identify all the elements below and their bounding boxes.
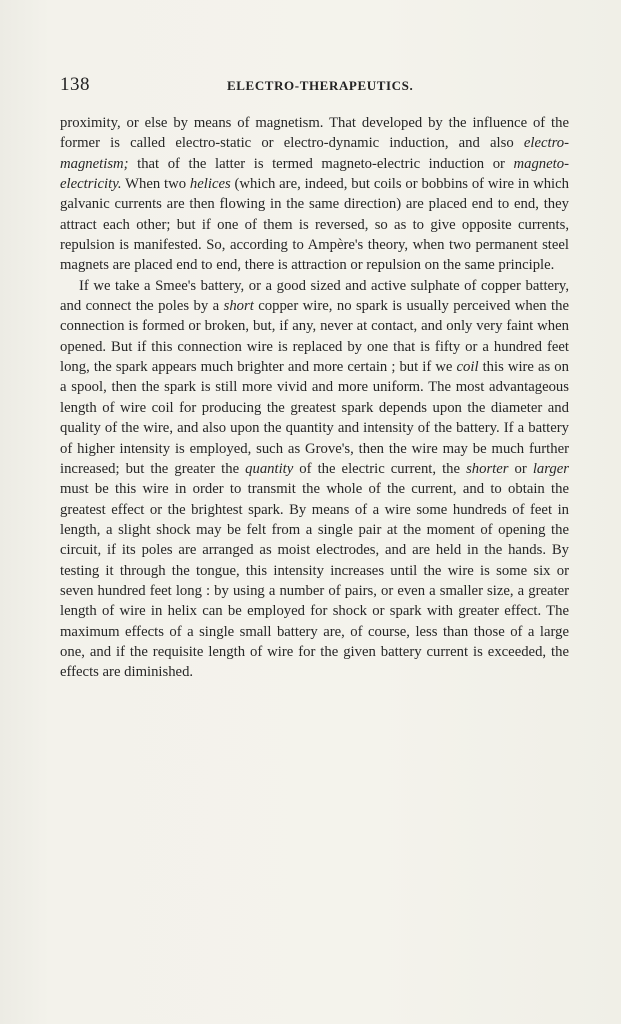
italic-term: short xyxy=(223,298,254,315)
italic-term: helices xyxy=(189,176,231,193)
text-segment: proximity, or else by means of magnetism. That developed by the influence of the former is called electro-static or electro-dynamic induction, and also xyxy=(60,115,569,152)
italic-term: larger xyxy=(532,460,569,477)
text-segment: of the electric current, the xyxy=(293,460,467,477)
paragraph-2 xyxy=(60,276,569,683)
text-segment: this wire as on a spool, then the spark is still more vivid and more uniform. The most advantageous length of wire coil for producing the greatest spark depends upon the diameter and quality of the wire, and also upon the quantity and intensity of the battery. If a battery of higher intensity is employed, such as Grove's, then the wire may be much further increased; but the greater the xyxy=(60,359,569,477)
text-segment: When two xyxy=(121,176,190,193)
italic-term: quantity xyxy=(245,460,294,477)
italic-term: shorter xyxy=(466,460,509,477)
text-segment: or xyxy=(508,460,533,477)
italic-term: electro-magnetism; xyxy=(60,135,569,172)
body-text xyxy=(60,113,569,683)
running-head: ELECTRO-THERAPEUTICS. xyxy=(227,78,414,93)
text-segment: that of the latter is termed magneto-electric induction or xyxy=(128,155,514,172)
text-segment: (which are, indeed, but coils or bobbins of wire in which galvanic currents are then flowing in the same direction) are placed end to end, they attract each other; but if one of them is reversed, so as to give opposite currents, repulsion is manifested. So, according to Ampère's theory, when two permanent steel magnets are placed end to end, there is attraction or repulsion on the same principle. xyxy=(60,176,569,274)
italic-term: coil xyxy=(456,359,479,376)
italic-term: magneto-electricity. xyxy=(60,155,569,193)
text-segment: copper wire, no spark is usually perceived when the connection is formed or broken, but, if any, never at contact, and only very faint when opened. But if this connection wire is replaced by one that is fifty or a hundred feet long, the spark appears much brighter and more certain ; but if we xyxy=(60,298,569,376)
page-number: 138 xyxy=(60,74,90,95)
text-segment: If we take a Smee's battery, or a good sized and active sulphate of copper battery, and connect the poles by a xyxy=(60,277,569,315)
text-segment: must be this wire in order to transmit the whole of the current, and to obtain the greatest effect or the brightest spark. By means of a wire some hundreds of feet in length, a slight shock may be felt from a single pair at the moment of opening the circuit, if its poles are arranged as moist electrodes, and are held in the hands. By testing it through the tongue, this intensity increases until the wire is some six or seven hundred feet long : by using a number of pairs, or even a smaller size, a greater length of wire in helix can be employed for shock or spark with greater effect. The maximum effects of a single small battery are, of course, less than those of a large one, and if the requisite length of wire for the given battery current is exceeded, the effects are diminished. xyxy=(60,481,569,681)
page-header xyxy=(60,74,570,98)
paragraph-1 xyxy=(60,113,569,276)
